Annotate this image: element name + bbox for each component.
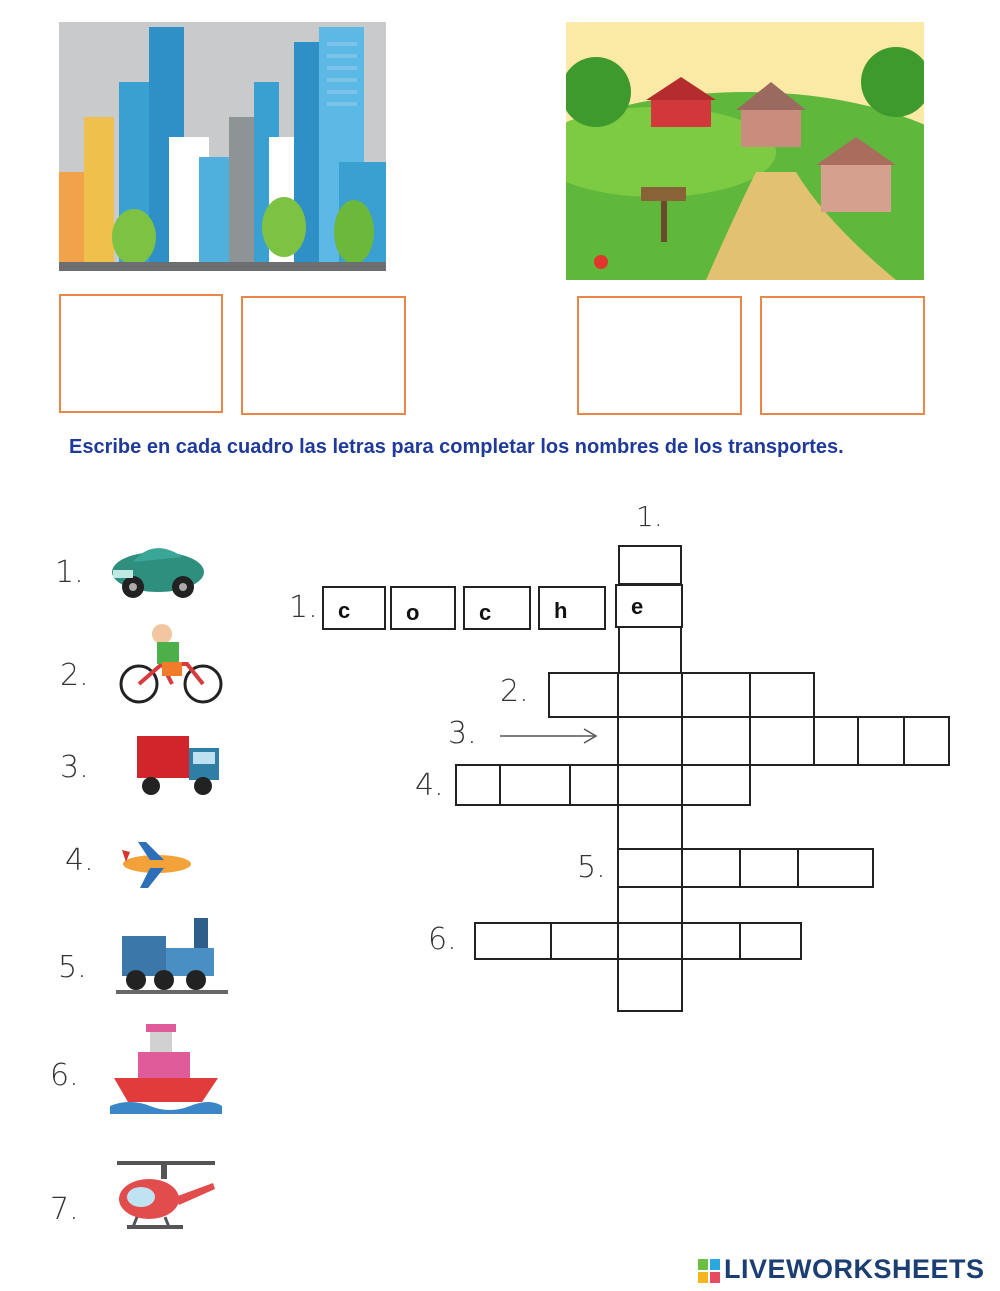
list-number-4: 4.: [65, 843, 94, 878]
crossword-input[interactable]: [619, 850, 681, 886]
crossword-cell-row2-4[interactable]: [749, 672, 815, 718]
liveworksheets-logo: LIVEWORKSHEETS: [724, 1254, 985, 1284]
crossword-input[interactable]: [815, 718, 857, 764]
crossword-input[interactable]: [619, 674, 681, 716]
crossword-cell-row1-3: [463, 586, 531, 630]
crossword-letter: h: [554, 598, 568, 623]
crossword-input[interactable]: [550, 674, 617, 716]
list-number-6: 6.: [50, 1058, 79, 1093]
crossword-cell-row6-3[interactable]: [617, 922, 683, 960]
crossword-label-row-4: 4.: [415, 768, 444, 803]
city-answer-box-1[interactable]: [59, 294, 223, 413]
crossword-cell-row3-6[interactable]: [903, 716, 950, 766]
crossword-cell-col-11[interactable]: [617, 958, 683, 1012]
crossword-cell-row1-2: [390, 586, 456, 630]
crossword-label-row-1: 1.: [289, 590, 318, 625]
crossword-letter: e: [631, 594, 644, 619]
crossword-cell-row2-2[interactable]: [617, 672, 683, 718]
crossword-cell-row4-5[interactable]: [681, 764, 751, 806]
arrow-right-icon: [498, 726, 600, 746]
crossword-cell-row6-1[interactable]: [474, 922, 552, 960]
crossword-input[interactable]: [683, 674, 749, 716]
city-image: [59, 22, 386, 271]
car-icon: [108, 532, 208, 602]
crossword-cell-row2-1[interactable]: [548, 672, 619, 718]
crossword-input[interactable]: [683, 850, 739, 886]
crossword-label-vertical-1: 1.: [636, 500, 663, 533]
crossword-input[interactable]: [751, 674, 813, 716]
liveworksheets-logo-icon: [698, 1259, 720, 1283]
crossword-input[interactable]: [751, 718, 813, 764]
crossword-cell-row5-2[interactable]: [681, 848, 741, 888]
crossword-input[interactable]: [619, 806, 681, 848]
crossword-cell-row4-1[interactable]: [455, 764, 501, 806]
crossword-cell-col-0[interactable]: [618, 545, 682, 585]
crossword-cell-row5-3[interactable]: [739, 848, 799, 888]
crossword-letter: o: [406, 600, 420, 625]
crossword-label-row-2: 2.: [500, 674, 529, 709]
crossword-cell-col-2[interactable]: [618, 626, 682, 674]
airplane-icon: [120, 840, 194, 892]
crossword-letter: c: [338, 598, 351, 623]
country-answer-box-2[interactable]: [760, 296, 925, 415]
crossword-input[interactable]: [457, 766, 499, 804]
crossword-input[interactable]: [619, 960, 681, 1010]
truck-icon: [133, 730, 223, 800]
crossword-input[interactable]: [905, 718, 948, 764]
crossword-cell-row6-4[interactable]: [681, 922, 741, 960]
crossword-cell-row4-4[interactable]: [617, 764, 683, 806]
boat-icon: [110, 1022, 222, 1114]
country-answer-box-1[interactable]: [577, 296, 742, 415]
crossword-cell-row5-1[interactable]: [617, 848, 683, 888]
crossword-input[interactable]: [683, 718, 749, 764]
crossword-cell-row1-5: [615, 584, 683, 628]
crossword-input[interactable]: [476, 924, 550, 958]
country-answer-input-2[interactable]: [762, 298, 927, 415]
country-answer-input-1[interactable]: [579, 298, 744, 415]
helicopter-icon: [113, 1157, 219, 1239]
crossword-input[interactable]: [741, 850, 797, 886]
train-icon: [116, 912, 228, 996]
city-answer-input-1[interactable]: [61, 296, 225, 413]
crossword-cell-row3-3[interactable]: [749, 716, 815, 766]
crossword-label-row-3: 3.: [448, 716, 477, 751]
crossword-cell-row6-2[interactable]: [550, 922, 619, 960]
crossword-input[interactable]: [501, 766, 569, 804]
crossword-input[interactable]: [683, 924, 739, 958]
city-answer-box-2[interactable]: [241, 296, 406, 415]
crossword-input[interactable]: [620, 628, 680, 672]
crossword-input[interactable]: [799, 850, 872, 886]
crossword-cell-row2-3[interactable]: [681, 672, 751, 718]
crossword-label-row-5: 5.: [577, 850, 606, 885]
list-number-2: 2.: [60, 658, 89, 693]
list-number-7: 7.: [50, 1192, 79, 1227]
crossword-input[interactable]: [619, 924, 681, 958]
crossword-input[interactable]: [619, 718, 681, 764]
instructions: Escribe en cada cuadro las letras para completar los nombres de los transportes.: [69, 436, 844, 458]
crossword-cell-row3-1[interactable]: [617, 716, 683, 766]
crossword-input[interactable]: [619, 888, 681, 922]
bicycle-icon: [117, 622, 225, 706]
crossword-cell-row4-3[interactable]: [569, 764, 619, 806]
crossword-cell-row6-5[interactable]: [739, 922, 802, 960]
crossword-input[interactable]: [859, 718, 903, 764]
crossword-cell-col-7[interactable]: [617, 804, 683, 850]
crossword-input[interactable]: [620, 547, 680, 583]
crossword-input[interactable]: [683, 766, 749, 804]
crossword-cell-row1-1: [322, 586, 386, 630]
crossword-cell-row1-4: [538, 586, 606, 630]
countryside-image: [566, 22, 924, 280]
crossword-input[interactable]: [571, 766, 617, 804]
list-number-3: 3.: [60, 750, 89, 785]
list-number-1: 1.: [55, 555, 84, 590]
crossword-input[interactable]: [552, 924, 617, 958]
crossword-cell-row3-5[interactable]: [857, 716, 905, 766]
crossword-input[interactable]: [741, 924, 800, 958]
list-number-5: 5.: [58, 950, 87, 985]
crossword-letter: c: [479, 600, 492, 625]
crossword-label-row-6: 6.: [428, 922, 457, 957]
crossword-input[interactable]: [619, 766, 681, 804]
crossword-cell-row4-2[interactable]: [499, 764, 571, 806]
crossword-cell-col-9[interactable]: [617, 886, 683, 924]
crossword-cell-row5-4[interactable]: [797, 848, 874, 888]
city-answer-input-2[interactable]: [243, 298, 408, 415]
crossword-cell-row3-2[interactable]: [681, 716, 751, 766]
crossword-cell-row3-4[interactable]: [813, 716, 859, 766]
